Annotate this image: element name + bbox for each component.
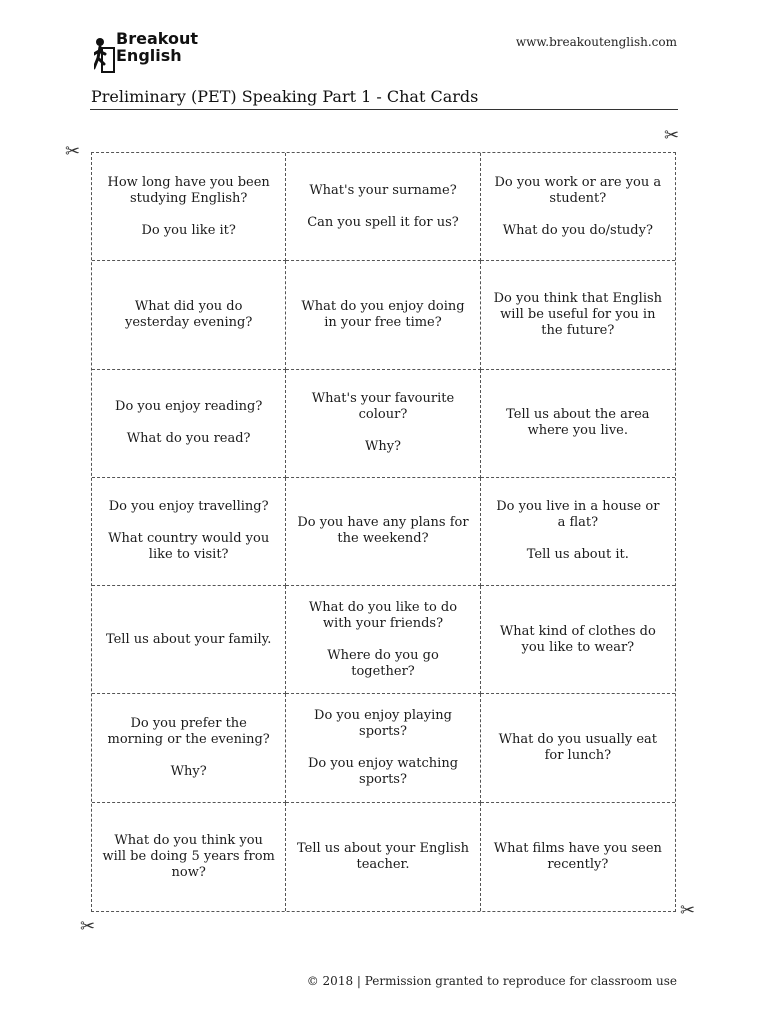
scissors-icon: ✂ (664, 125, 680, 146)
chat-card (481, 803, 675, 911)
chat-card (286, 153, 480, 261)
card-question: What country would you like to visit? (108, 531, 270, 563)
chat-card (92, 153, 286, 261)
chat-card (92, 478, 286, 586)
card-question: Do you like it? (141, 222, 236, 238)
chat-card (286, 803, 480, 911)
card-question: Tell us about your English teacher. (296, 840, 470, 872)
card-question: Why? (364, 439, 402, 455)
logo-line-1: Breakout (116, 29, 198, 48)
card-question: Tell us about the area where you live. (506, 407, 650, 439)
card-question: Do you have any plans for the weekend? (297, 515, 469, 547)
running-man-door-icon (94, 34, 116, 74)
chat-card (481, 261, 675, 369)
card-question: Do you live in a house or a flat? (496, 499, 660, 531)
card-question: What films have you seen recently? (493, 840, 662, 872)
breakout-english-logo (94, 30, 214, 76)
card-question: Why? (170, 764, 207, 780)
card-question: What did you do yesterday evening? (125, 298, 253, 330)
card-question: Where do you go together? (327, 647, 439, 679)
chat-card (92, 370, 286, 478)
chat-card (286, 694, 480, 802)
scissors-icon: ✂ (80, 916, 96, 937)
title-divider (90, 109, 678, 110)
logo-text (116, 30, 198, 64)
card-question: Do you prefer the morning or the evening? (107, 716, 270, 748)
chat-card (481, 694, 675, 802)
card-question: What do you usually eat for lunch? (498, 732, 658, 764)
card-question: Do you enjoy travelling? (108, 499, 269, 515)
card-question: Can you spell it for us? (307, 214, 459, 230)
site-url[interactable]: www.breakoutenglish.com (515, 35, 677, 49)
chat-card (286, 586, 480, 694)
chat-cards-grid (91, 152, 676, 912)
card-question: What's your favourite colour? (311, 391, 455, 423)
card-question: What do you do/study? (502, 222, 653, 238)
card-question: What do you read? (126, 431, 251, 447)
chat-card (92, 803, 286, 911)
card-question: Do you think that English will be useful for you in the future? (493, 290, 663, 338)
footer-permission: © 2018 | Permission granted to reproduce for classroom use (306, 974, 677, 988)
card-question: What's your surname? (309, 182, 457, 198)
chat-card (481, 478, 675, 586)
card-question: What kind of clothes do you like to wear? (499, 623, 656, 655)
card-question: Do you enjoy reading? (115, 399, 263, 415)
chat-card (286, 478, 480, 586)
card-question: Tell us about your family. (105, 631, 272, 647)
card-question: Do you enjoy playing sports? (314, 708, 452, 740)
card-question: What do you think you will be doing 5 years from now? (102, 832, 275, 880)
scissors-icon: ✂ (65, 141, 81, 162)
scissors-icon: ✂ (680, 900, 696, 921)
chat-card (92, 694, 286, 802)
card-question: What do you enjoy doing in your free time? (301, 298, 465, 330)
chat-card (92, 261, 286, 369)
card-question: How long have you been studying English? (107, 174, 270, 206)
chat-card (481, 370, 675, 478)
card-question: Do you work or are you a student? (494, 174, 662, 206)
chat-card (481, 153, 675, 261)
page-title: Preliminary (PET) Speaking Part 1 - Chat Cards (91, 87, 479, 106)
card-question: Do you enjoy watching sports? (307, 756, 459, 788)
chat-card (92, 586, 286, 694)
logo-line-2: English (116, 46, 182, 65)
chat-card (481, 586, 675, 694)
card-question: What do you like to do with your friends? (308, 599, 458, 631)
card-question: Tell us about it. (526, 547, 629, 563)
chat-card (286, 370, 480, 478)
chat-card (286, 261, 480, 369)
